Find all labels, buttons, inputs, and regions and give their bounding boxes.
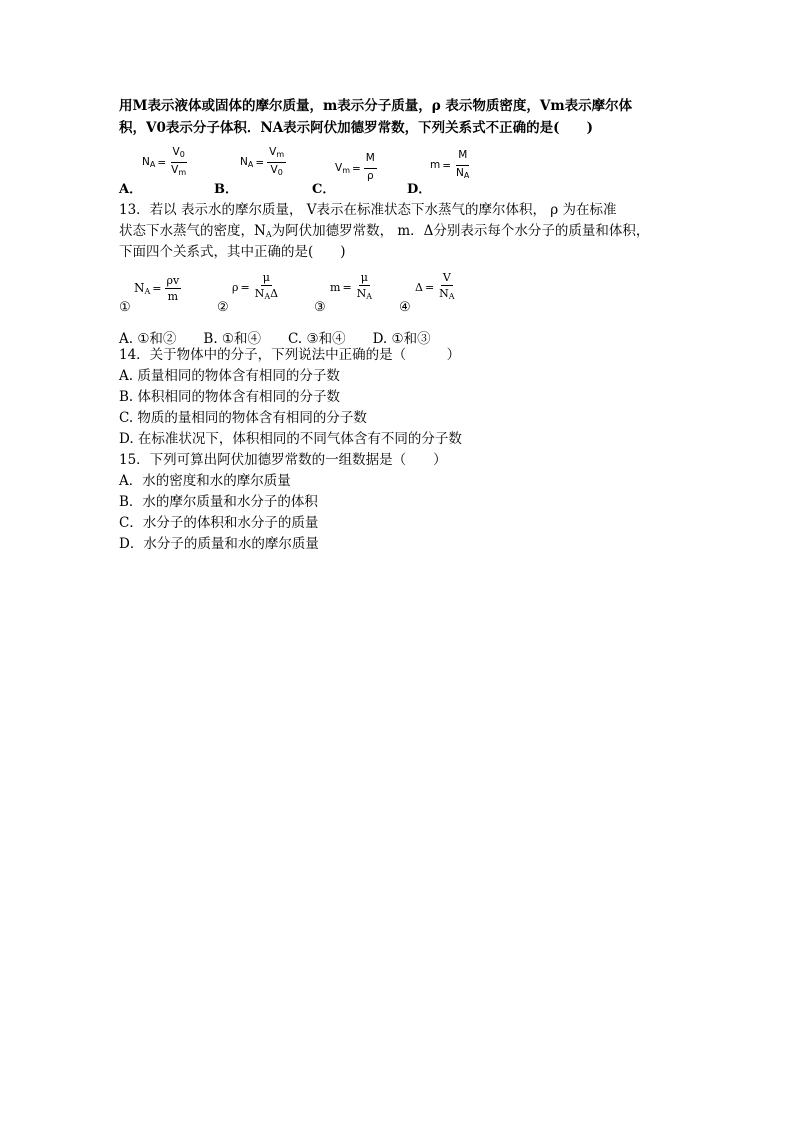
q12-option-d-formula: m = $\frac{M}{N_A}$	[430, 149, 470, 180]
q13-stem-line3: 下面四个关系式，其中正确的是( )	[119, 244, 346, 260]
q15-option-d: D．水分子的质量和水的摩尔质量	[119, 536, 319, 552]
q12-option-b-label: B．	[214, 182, 238, 197]
q12-option-b-formula: $N_A$ = $\frac{V_m}{V_0}$	[240, 146, 285, 177]
q12-stem-line1: 用M表示液体或固体的摩尔质量，m表示分子质量，ρ 表示物质密度，Vm表示摩尔体	[119, 98, 633, 114]
q13-relation-2-formula: ρ = $\frac{\mu}{N_A\Delta}$	[232, 271, 279, 301]
q13-choices: A. ①和② B. ①和④ C. ③和④ D. ①和③	[119, 331, 431, 347]
q15-option-c: C．水分子的体积和水分子的质量	[119, 515, 319, 531]
q15-stem: 15．下列可算出阿伏加德罗常数的一组数据是（ ）	[119, 452, 447, 468]
q14-stem: 14．关于物体中的分子，下列说法中正确的是（ ）	[119, 347, 461, 363]
q14-option-a: A. 质量相同的物体含有相同的分子数	[119, 368, 340, 384]
q13-relation-1-mark: ①	[119, 300, 131, 315]
q13-relation-3-formula: m = $\frac{\mu}{N_A}$	[330, 271, 373, 301]
q12-option-c-label: C．	[312, 182, 336, 197]
q13-stem-line1: 13．若以 表示水的摩尔质量， V表示在标准状态下水蒸气的摩尔体积， ρ 为在标准	[119, 202, 617, 218]
q13-stem-line2: 状态下水蒸气的密度，$N_A$为阿伏加德罗常数， m．Δ分别表示每个水分子的质量和体积，	[119, 223, 650, 239]
q13-relation-2-mark: ②	[217, 300, 229, 315]
q13-relation-3-mark: ③	[314, 300, 326, 315]
q13-relation-1-formula: $N_A$ = $\frac{\rho v}{m}$	[134, 274, 180, 303]
q15-option-a: A．水的密度和水的摩尔质量	[119, 473, 291, 489]
q14-option-d: D. 在标准状况下，体积相同的不同气体含有不同的分子数	[119, 431, 462, 447]
q15-option-b: B．水的摩尔质量和水分子的体积	[119, 494, 318, 510]
q12-option-a-label: A．	[119, 182, 143, 197]
q14-option-c: C. 物质的量相同的物体含有相同的分子数	[119, 410, 367, 426]
q12-option-a-formula: $N_A$ = $\frac{V_0}{V_m}$	[142, 146, 187, 177]
q12-option-d-label: D．	[407, 182, 432, 197]
q12-option-c-formula: $V_m$ = $\frac{M}{\rho}$	[335, 152, 375, 182]
q12-stem-line2: 积，V0表示分子体积．NA表示阿伏加德罗常数，下列关系式不正确的是( )	[119, 120, 593, 136]
q13-relation-4-formula: Δ = $\frac{V}{N_A}$	[415, 271, 455, 301]
q14-option-b: B. 体积相同的物体含有相同的分子数	[119, 389, 341, 405]
q13-relation-4-mark: ④	[399, 300, 411, 315]
